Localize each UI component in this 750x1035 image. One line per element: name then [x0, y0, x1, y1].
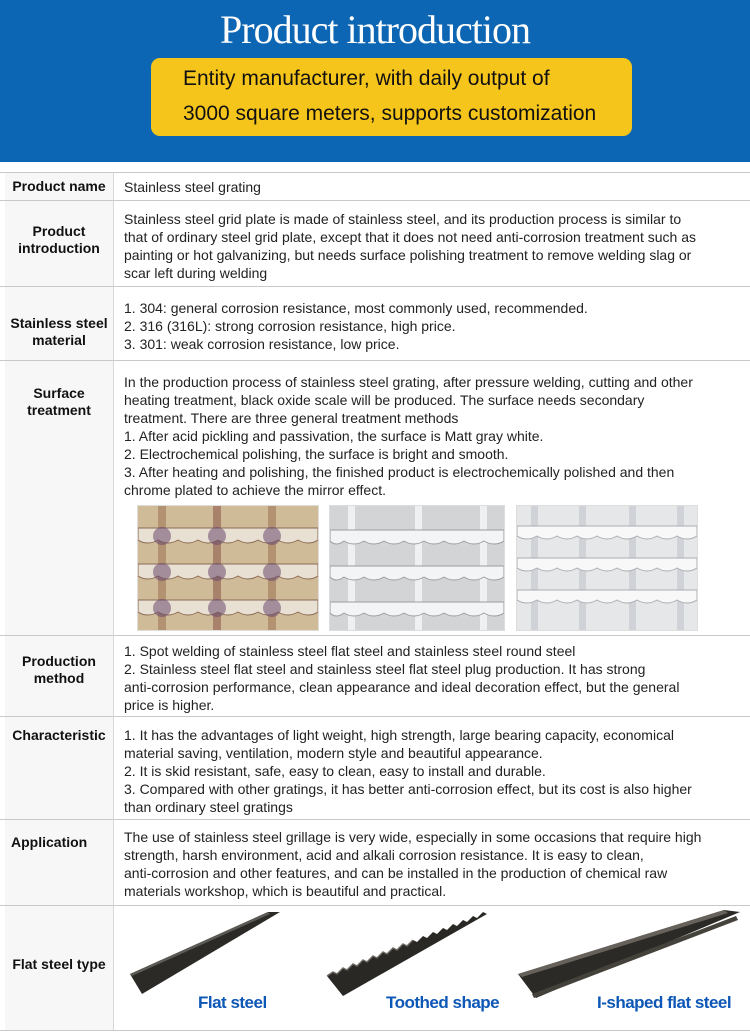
row-label	[5, 385, 113, 419]
text-line: than ordinary steel gratings	[124, 799, 293, 815]
row-material	[0, 286, 750, 361]
caption-flat-steel: Flat steel	[198, 993, 267, 1012]
photo-polished-gray	[329, 505, 505, 631]
i-shaped-steel-bar-image	[518, 910, 740, 998]
product-name-value: Stainless steel grating	[124, 179, 261, 195]
toothed-steel-bar-image	[323, 910, 487, 996]
photo-mirror-finish	[516, 505, 698, 631]
label-cell	[5, 906, 114, 1030]
page-title: Product introduction	[220, 7, 530, 52]
text-line: anti-corrosion performance, clean appearance and ideal decoration effect, but the general	[124, 679, 680, 695]
text-line: 2. It is skid resistant, safe, easy to clean, easy to install and durable.	[124, 763, 546, 779]
text-line: 2. Electrochemical polishing, the surface is bright and smooth.	[124, 446, 509, 462]
row-value	[124, 642, 746, 714]
text-line: materials workshop, which is beautiful and practical.	[124, 883, 447, 899]
text-line: 1. It has the advantages of light weight, high strength, large bearing capacity, economical	[124, 727, 674, 743]
text-line: 3. Compared with other gratings, it has better anti-corrosion effect, but its cost is also higher	[124, 781, 692, 797]
text-line: Stainless steel grid plate is made of stainless steel, and its production process is similar to	[124, 211, 682, 227]
highlight-line-1: Entity manufacturer, with daily output of	[183, 67, 550, 90]
label-cell	[5, 636, 114, 717]
text-line: chrome plated to achieve the mirror effect.	[124, 482, 386, 498]
text-line: strength, harsh environment, acid and alkali corrosion resistance. It is easy to clean,	[124, 847, 644, 863]
label-line: method	[33, 670, 85, 686]
row-label: Application	[11, 834, 88, 850]
label-line: treatment	[27, 402, 91, 418]
highlight-box	[151, 58, 632, 136]
label-line: Stainless steel	[10, 315, 108, 331]
text-line: heating treatment, black oxide scale will be produced. The surface needs secondary	[124, 392, 645, 408]
text-line: painting or hot galvanizing, but needs surface polishing treatment to remove welding slag or	[124, 247, 692, 263]
label-cell	[5, 820, 114, 906]
text-line: The use of stainless steel grillage is very wide, especially in some occasions that require high	[124, 829, 702, 845]
photo-oxide-scale	[137, 505, 319, 631]
row-label: Product name	[12, 178, 106, 194]
row-label: Characteristic	[12, 727, 106, 743]
hero-banner	[0, 0, 750, 162]
label-line: Surface	[33, 385, 85, 401]
label-line: introduction	[18, 240, 100, 256]
text-line: 1. Spot welding of stainless steel flat steel and stainless steel round steel	[124, 643, 576, 659]
caption-toothed-shape: Toothed shape	[386, 993, 500, 1012]
row-value	[124, 726, 746, 816]
text-line: 2. Stainless steel flat steel and stainless steel flat steel plug production. It has strong	[124, 661, 646, 677]
row-characteristic	[0, 716, 750, 820]
row-value	[124, 828, 746, 900]
text-line: 3. 301: weak corrosion resistance, low price.	[124, 336, 400, 352]
text-line: 1. 304: general corrosion resistance, most commonly used, recommended.	[124, 300, 588, 316]
row-production-method	[0, 635, 750, 717]
text-line: In the production process of stainless steel grating, after pressure welding, cutting and other	[124, 374, 693, 390]
row-value	[124, 210, 746, 282]
row-value	[124, 178, 746, 196]
label-cell	[5, 201, 114, 287]
row-label	[5, 653, 113, 687]
text-line: price is higher.	[124, 697, 215, 713]
label-line: Production	[22, 653, 96, 669]
row-product-name	[0, 172, 750, 201]
caption-i-shaped-flat-steel: I-shaped flat steel	[597, 993, 732, 1012]
row-application	[0, 819, 750, 906]
label-line: Product	[32, 223, 86, 239]
text-line: that of ordinary steel grid plate, except that it does not need anti-corrosion treatment such as	[124, 229, 696, 245]
label-cell	[5, 717, 114, 820]
label-cell	[5, 361, 114, 636]
text-line: 2. 316 (316L): strong corrosion resistance, high price.	[124, 318, 456, 334]
text-line: scar left during welding	[124, 265, 268, 281]
flat-steel-bar-image	[130, 912, 282, 994]
row-value	[124, 373, 746, 499]
row-label: Flat steel type	[12, 956, 106, 972]
row-label	[5, 315, 113, 349]
text-line: treatment. There are three general treatment methods	[124, 410, 459, 426]
label-cell	[5, 287, 114, 361]
row-product-introduction	[0, 200, 750, 287]
highlight-line-2: 3000 square meters, supports customization	[183, 102, 597, 125]
row-label	[5, 223, 113, 257]
text-line: 3. After heating and polishing, the finished product is electrochemically polished and then	[124, 464, 675, 480]
label-cell	[5, 173, 114, 201]
text-line: anti-corrosion and other features, and can be installed in the production of chemical raw	[124, 865, 668, 881]
text-line: 1. After acid pickling and passivation, the surface is Matt gray white.	[124, 428, 544, 444]
text-line: material saving, ventilation, modern style and beautiful appearance.	[124, 745, 543, 761]
row-value	[124, 299, 746, 353]
label-line: material	[32, 332, 86, 348]
